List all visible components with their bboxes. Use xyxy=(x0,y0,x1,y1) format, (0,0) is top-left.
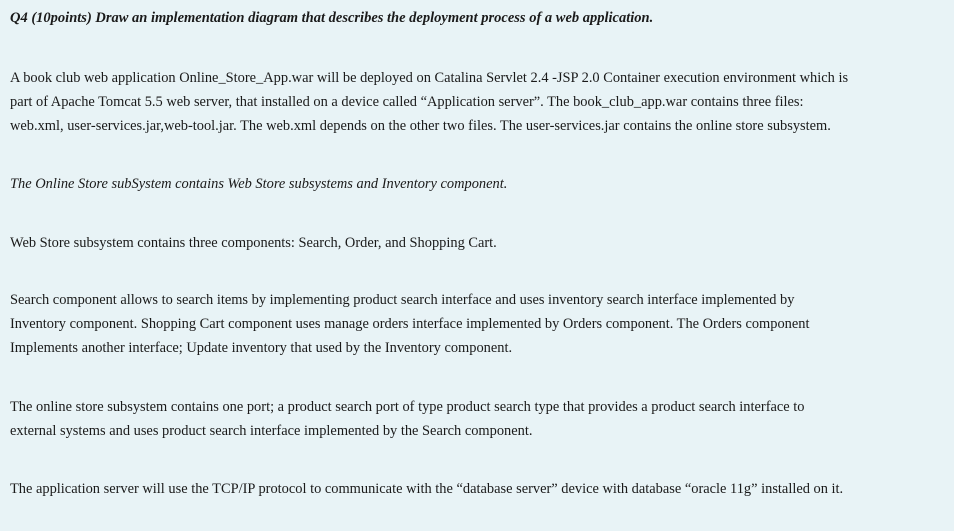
text-line: The application server will use the TCP/IP protocol to communicate with the “database server” device with database “oracle 11g” installed on it. xyxy=(10,481,844,497)
text-line: The Online Store subSystem contains Web Store subsystems and Inventory component. xyxy=(10,176,508,192)
text-line: Search component allows to search items by implementing product search interface and uses inventory search interface implemented by xyxy=(10,292,795,308)
text-line: The online store subsystem contains one port; a product search port of type product search type that provides a product search interface to xyxy=(10,399,805,415)
text-line: A book club web application Online_Store_App.war will be deployed on Catalina Servlet 2.4 -JSP 2.0 Container execution environment which is xyxy=(10,70,849,86)
question-title: Q4 (10points) Draw an implementation diagram that describes the deployment process of a web application. xyxy=(10,10,654,26)
paragraph-online-store-subsystem xyxy=(10,172,945,196)
paragraph-component-interfaces xyxy=(10,288,945,360)
paragraph-deployment-context xyxy=(10,66,945,138)
text-line: part of Apache Tomcat 5.5 web server, that installed on a device called “Application server”. The book_club_app.war contains three files: xyxy=(10,94,804,110)
text-line: external systems and uses product search interface implemented by the Search component. xyxy=(10,423,533,439)
text-line: Implements another interface; Update inventory that used by the Inventory component. xyxy=(10,340,513,356)
paragraph-product-search-port xyxy=(10,395,945,443)
paragraph-database-communication xyxy=(10,477,945,501)
text-line: web.xml, user-services.jar,web-tool.jar. The web.xml depends on the other two files. The user-services.jar contains the online store subsystem. xyxy=(10,118,831,134)
text-line: Web Store subsystem contains three components: Search, Order, and Shopping Cart. xyxy=(10,235,497,251)
paragraph-web-store-subsystem xyxy=(10,231,945,255)
text-line: Inventory component. Shopping Cart component uses manage orders interface implemented by Orders component. The Orders component xyxy=(10,316,810,332)
